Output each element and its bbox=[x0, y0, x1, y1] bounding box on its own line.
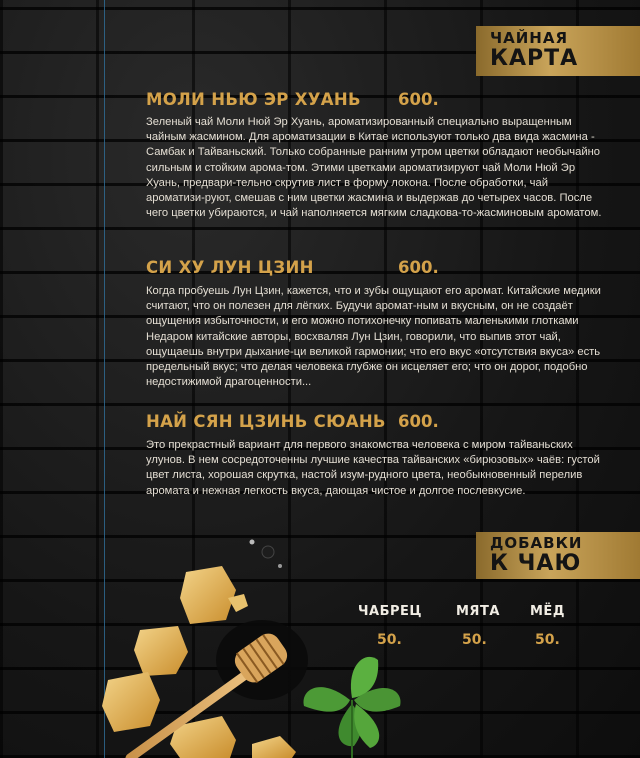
addition-name: МЯТА bbox=[456, 604, 500, 619]
addition-price: 50. bbox=[377, 632, 402, 648]
additions-banner-line-2: К ЧАЮ bbox=[490, 551, 582, 576]
tea-item-description: Это прекрастный вариант для первого знакомства человека с миром тайваньских улунов. В нем сосредоточенны лучшие качества тайванских «бирюзовых» чаёв: густой цвет листа, хорошая скрутка, настой изум-рудного цвета, необыкновенный перелив аромата и нежная легкость вкуса, дающая чистое и долгое послевкусие. bbox=[146, 439, 600, 497]
addition-price: 50. bbox=[535, 632, 560, 648]
tea-item-price: 600. bbox=[398, 90, 439, 109]
tea-item-title: НАЙ СЯН ЦЗИНЬ СЮАНЬ bbox=[146, 412, 386, 431]
tea-item-description: Зеленый чай Моли Нюй Эр Хуань, ароматизированный специально выращенным чайным жасмином. Для ароматизации в Китае используют только два вида жасмина - Самбак и Тайваньский. Только собранные ранним утром цветки обладают необычайно сильным и стойким арома-том. Этими цветками ароматизируют чай Моли Нюй Эр Хуань, предвари-тельно скрутив лист в форму локона. После обработки, чай ароматизи-руют, смешав с ним цветки жасмина и выдержав до четырех часов. После чего цветки убираются, и чай наполняется мягким сладкова-то-жасминовым ароматом. bbox=[146, 116, 602, 220]
tea-item-title: МОЛИ НЬЮ ЭР ХУАНЬ bbox=[146, 90, 361, 109]
tea-item-price: 600. bbox=[398, 412, 439, 431]
tea-item-price: 600. bbox=[398, 258, 439, 277]
addition-name: ЧАБРЕЦ bbox=[358, 604, 422, 619]
additions-banner-line-1: ДОБАВКИ bbox=[490, 534, 583, 552]
banner-line-1: ЧАЙНАЯ bbox=[490, 29, 568, 47]
addition-price: 50. bbox=[462, 632, 487, 648]
tea-item-description: Когда пробуешь Лун Цзин, кажется, что и зубы ощущают его аромат. Китайские медики считают, что он полезен для лёгких. Будучи аромат-ным и вкусным, он не создаёт ощущения избыточности, и его можно потихонечку попивать маленькими глотками Недаром китайские авторы, восхваляя Лун Цзин, говорили, что выпив этот чай, ощущаешь внутри дыхание-ци великой гармонии; что его вкус «отсутствия вкуса» есть предельный вкус; что делая человека глубже он исцеляет его; что он дорог, подобно недостижимой драгоценности... bbox=[146, 285, 601, 389]
tea-item-title: СИ ХУ ЛУН ЦЗИН bbox=[146, 258, 314, 277]
addition-name: МЁД bbox=[530, 604, 565, 619]
mint-leaf-icon bbox=[303, 657, 400, 758]
banner-line-2: КАРТА bbox=[490, 46, 579, 71]
